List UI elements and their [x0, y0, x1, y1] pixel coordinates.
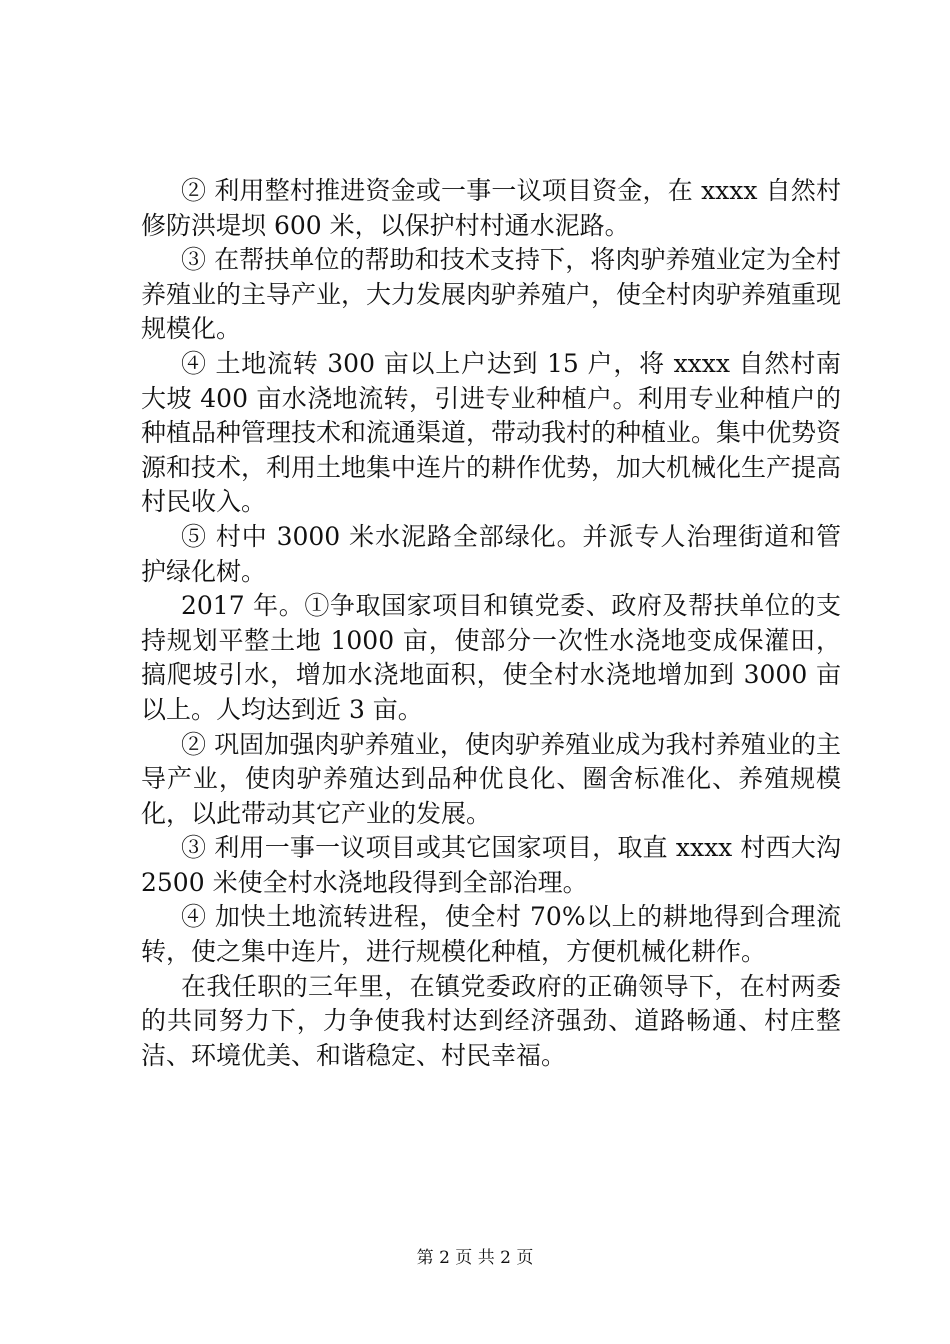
- paragraph-donkey-consolidation: ② 巩固加强肉驴养殖业，使肉驴养殖业成为我村养殖业的主导产业，使肉驴养殖达到品种优良化、圈舍标准化、养殖规模化，以此带动其它产业的发展。: [141, 729, 841, 828]
- paragraph-land-transfer: ④ 土地流转 300 亩以上户达到 15 户，将 xxxx 自然村南大坡 400 亩水浇地流转，引进专业种植户。利用专业种植户的种植品种管理技术和流通渠道，带动我村的种植业。集中优势资源和技术，利用土地集中连片的耕作优势，加大机械化生产提高村民收入。: [141, 348, 842, 517]
- page-footer: [0, 1243, 950, 1268]
- paragraph-road-greening: ⑤ 村中 3000 米水泥路全部绿化。并派专人治理街道和管护绿化树。: [141, 521, 841, 586]
- paragraph-dam-construction: ② 利用整村推进资金或一事一议项目资金，在 xxxx 自然村修防洪堤坝 600 米，以保护村村通水泥路。: [141, 176, 841, 240]
- paragraph-conclusion: 在我任职的三年里，在镇党委政府的正确领导下，在村两委的共同努力下，力争使我村达到经济强劲、道路畅通、村庄整洁、环境优美、和谐稳定、村民幸福。: [141, 971, 841, 1070]
- paragraph-2017-plan: 2017 年。①争取国家项目和镇党委、政府及帮扶单位的支持规划平整土地 1000 亩，使部分一次性水浇地变成保灌田，搞爬坡引水，增加水浇地面积，使全村水浇地增加到 3000 亩以上。人均达到近 3 亩。: [141, 591, 841, 724]
- page-number: 第 2 页 共 2 页: [416, 1248, 534, 1268]
- paragraph-donkey-breeding: ③ 在帮扶单位的帮助和技术支持下，将肉驴养殖业定为全村养殖业的主导产业，大力发展肉驴养殖户，使全村肉驴养殖重现规模化。: [141, 245, 842, 344]
- paragraph-ditch-treatment: ③ 利用一事一议项目或其它国家项目，取直 xxxx 村西大沟 2500 米使全村水浇地段得到全部治理。: [141, 833, 841, 897]
- paragraph-land-transfer-progress: ④ 加快土地流转进程，使全村 70%以上的耕地得到合理流转，使之集中连片，进行规模化种植，方便机械化耕作。: [141, 902, 841, 967]
- document-body: [141, 174, 841, 1073]
